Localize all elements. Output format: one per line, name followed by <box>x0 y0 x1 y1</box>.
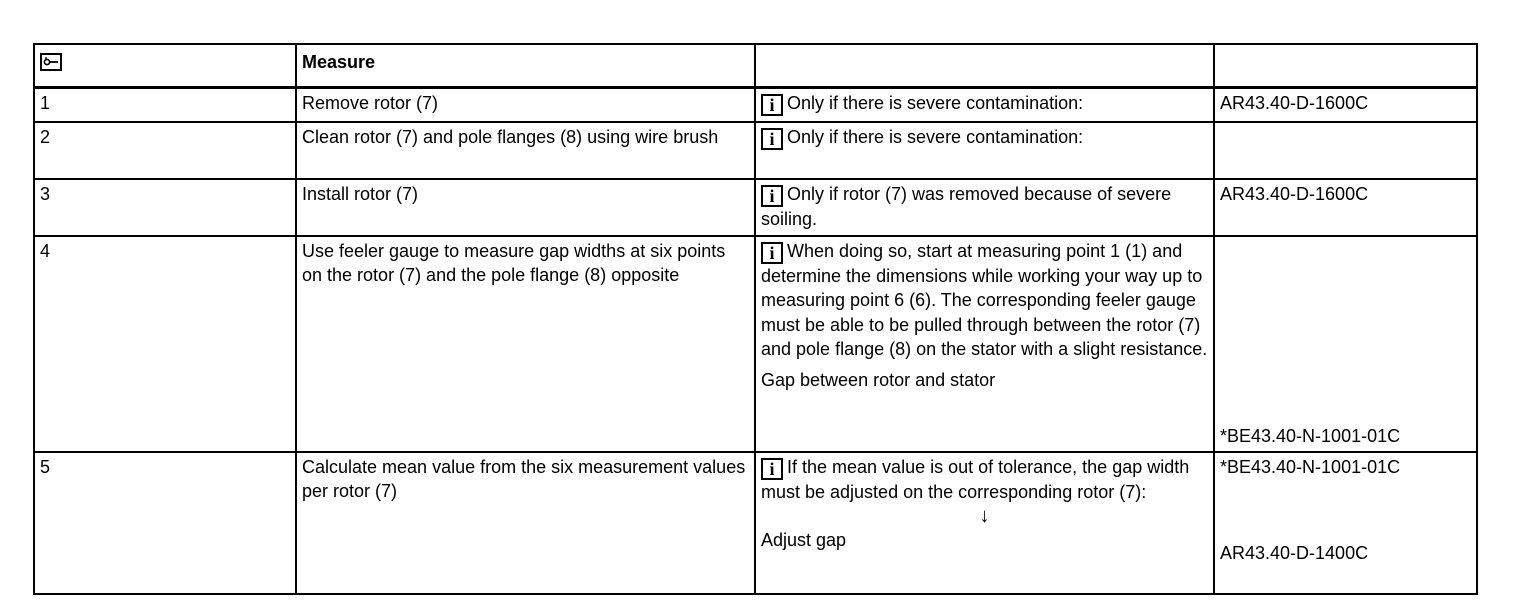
measure-text: Clean rotor (7) and pole flanges (8) using wire brush <box>296 122 755 179</box>
reference-link[interactable]: *BE43.40-N-1001-01C <box>1220 426 1401 446</box>
reference-link[interactable]: AR43.40-D-1600C <box>1214 88 1477 122</box>
reference-link[interactable]: AR43.40-D-1400C <box>1220 543 1369 563</box>
note-cell <box>755 122 1214 179</box>
table-row <box>34 88 1477 122</box>
info-icon: i <box>761 185 783 207</box>
header-col3 <box>755 44 1214 88</box>
table-row <box>34 122 1477 179</box>
note-text: Only if there is severe contamination: <box>787 126 1084 147</box>
step-number: 2 <box>34 122 296 179</box>
measure-text: Remove rotor (7) <box>296 88 755 122</box>
note-cell <box>755 88 1214 122</box>
step-number: 3 <box>34 179 296 236</box>
procedure-table <box>33 43 1478 595</box>
subnote-text: Gap between rotor and stator <box>761 369 996 390</box>
step-number: 4 <box>34 236 296 452</box>
reference-cell <box>1214 452 1477 594</box>
arrow-down-icon: ↓ <box>979 505 990 527</box>
reference-link[interactable] <box>1214 122 1477 179</box>
info-icon: i <box>761 94 783 116</box>
note-text: Only if rotor (7) was removed because of severe soiling. <box>761 183 1172 229</box>
table-row <box>34 236 1477 452</box>
step-number: 1 <box>34 88 296 122</box>
reference-cell <box>1214 236 1477 452</box>
info-icon: i <box>761 128 783 150</box>
header-measure: Measure <box>296 44 755 88</box>
note-cell <box>755 179 1214 236</box>
measure-text: Calculate mean value from the six measurement values per rotor (7) <box>296 452 755 594</box>
note-text: If the mean value is out of tolerance, the gap width must be adjusted on the corresponding rotor (7): <box>761 456 1190 502</box>
reference-link[interactable]: AR43.40-D-1600C <box>1214 179 1477 236</box>
subnote-text: Adjust gap <box>761 530 847 550</box>
measure-text: Install rotor (7) <box>296 179 755 236</box>
step-number: 5 <box>34 452 296 594</box>
note-cell <box>755 452 1214 594</box>
note-text: Only if there is severe contamination: <box>787 93 1084 113</box>
table-row <box>34 179 1477 236</box>
info-icon: i <box>761 458 783 480</box>
note-cell <box>755 236 1214 452</box>
header-col4 <box>1214 44 1477 88</box>
table-row <box>34 452 1477 594</box>
wrench-tool-icon <box>40 53 62 71</box>
info-icon: i <box>761 242 783 264</box>
note-text: When doing so, start at measuring point 1 (1) and determine the dimensions while working your way up to measuring point 6 (6). The corresponding feeler gauge must be able to be pulled through between the rotor (7) and pole flange (8) on the stator with a slight resistance. <box>761 240 1208 359</box>
measure-text: Use feeler gauge to measure gap widths at six points on the rotor (7) and the pole flange (8) opposite <box>296 236 755 452</box>
reference-link[interactable]: *BE43.40-N-1001-01C <box>1220 456 1401 477</box>
header-tool-cell <box>34 44 296 88</box>
table-header-row <box>34 44 1477 88</box>
